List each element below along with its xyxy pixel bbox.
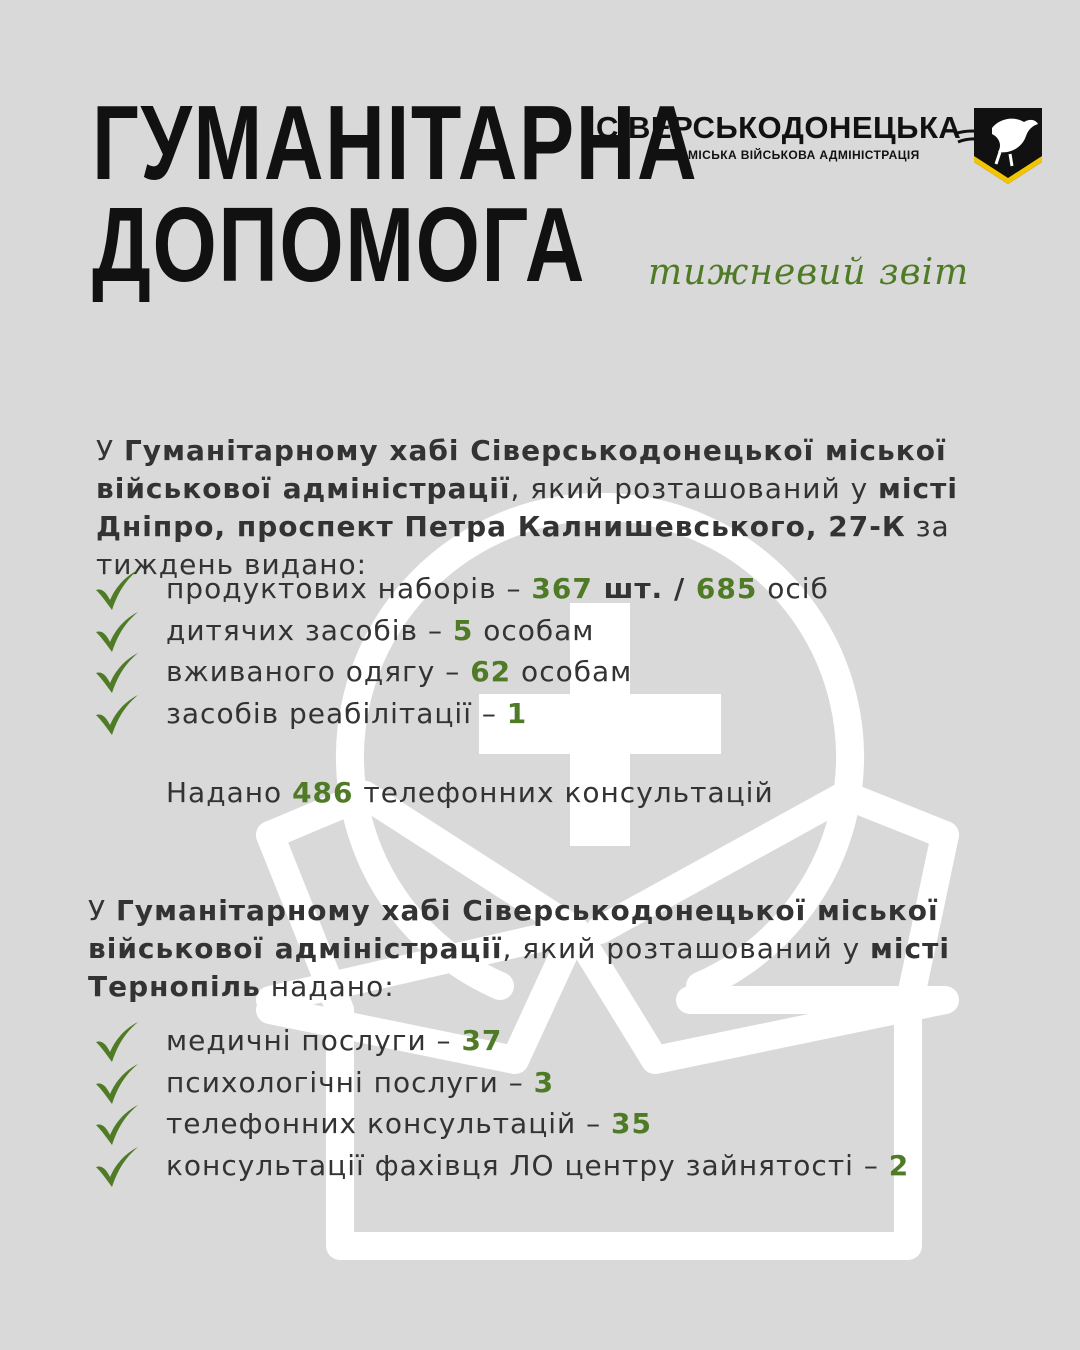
dnipro-list	[92, 568, 829, 734]
hub-address: місті Тернопіль	[88, 932, 950, 1003]
list-item	[92, 1103, 909, 1145]
org-name: СІВЕРСЬКОДОНЕЦЬКА	[596, 110, 962, 145]
list-item	[92, 651, 829, 693]
list-item	[92, 1020, 909, 1062]
item-label: засобів реабілітації –	[166, 696, 507, 730]
item-suffix: особам	[473, 613, 595, 647]
item-label: медичні послуги –	[166, 1024, 462, 1057]
weekly-report-label: тижневий звіт	[648, 252, 970, 293]
item-label: вживаного одягу –	[166, 655, 471, 688]
list-item	[92, 610, 829, 652]
item-value: 3	[533, 1065, 555, 1099]
item-label: продуктових наборів –	[166, 572, 532, 605]
checkmark-icon	[92, 1020, 140, 1064]
title-line-1: ГУМАНІТАРНА	[92, 84, 699, 202]
checkmark-icon	[92, 651, 140, 695]
item-value: 1	[506, 696, 528, 730]
intro-text: , який розташований у	[510, 472, 879, 505]
ternopil-list	[92, 1020, 909, 1186]
item-unit: шт. /	[592, 572, 696, 605]
dnipro-intro	[96, 432, 1016, 584]
checkmark-icon	[92, 1145, 140, 1189]
bird-emblem-icon	[952, 104, 1046, 188]
checkmark-icon	[92, 693, 140, 737]
intro-text: У	[96, 434, 124, 467]
intro-text: за тиждень видано:	[96, 510, 950, 581]
item-label: консультації фахівця ЛО центру зайнятості –	[166, 1148, 889, 1182]
item-value: 62	[470, 655, 512, 688]
intro-text: У	[88, 894, 116, 927]
consult-text: Надано	[166, 776, 293, 809]
item-label: психологічні послуги –	[166, 1065, 534, 1099]
item-suffix: осіб	[757, 572, 829, 605]
item-value: 5	[452, 613, 474, 647]
item-value: 35	[611, 1107, 652, 1140]
item-value: 685	[695, 572, 758, 605]
item-label: телефонних консультацій –	[166, 1107, 612, 1140]
hub-name: Гуманітарному хабі Сіверськодонецької міської військової адміністрації	[96, 434, 947, 505]
consult-text: телефонних консультацій	[353, 776, 774, 809]
list-item	[92, 568, 829, 610]
checkmark-icon	[92, 610, 140, 654]
checkmark-icon	[92, 568, 140, 612]
checkmark-icon	[92, 1062, 140, 1106]
item-label: дитячих засобів –	[166, 613, 453, 647]
intro-text: , який розташований у	[502, 932, 871, 965]
item-value: 37	[461, 1024, 503, 1057]
checkmark-icon	[92, 1103, 140, 1147]
consultations-summary	[166, 776, 774, 809]
hub-name: Гуманітарному хабі Сіверськодонецької міської військової адміністрації	[88, 894, 939, 965]
hub-address: місті Дніпро, проспект Петра Калнишевського, 27-К	[96, 472, 958, 543]
org-logo	[596, 104, 1056, 194]
item-suffix: особам	[511, 655, 633, 688]
list-item	[92, 693, 829, 735]
title-line-2: ДОПОМОГА	[92, 186, 586, 304]
item-value: 2	[888, 1148, 910, 1182]
list-item	[92, 1145, 909, 1187]
list-item	[92, 1062, 909, 1104]
org-subtitle: МІСЬКА ВІЙСЬКОВА АДМІНІСТРАЦІЯ	[688, 148, 920, 162]
intro-text: надано:	[260, 970, 395, 1003]
consult-value: 486	[292, 776, 354, 809]
item-value: 367	[531, 572, 593, 605]
ternopil-intro	[88, 892, 1008, 1006]
